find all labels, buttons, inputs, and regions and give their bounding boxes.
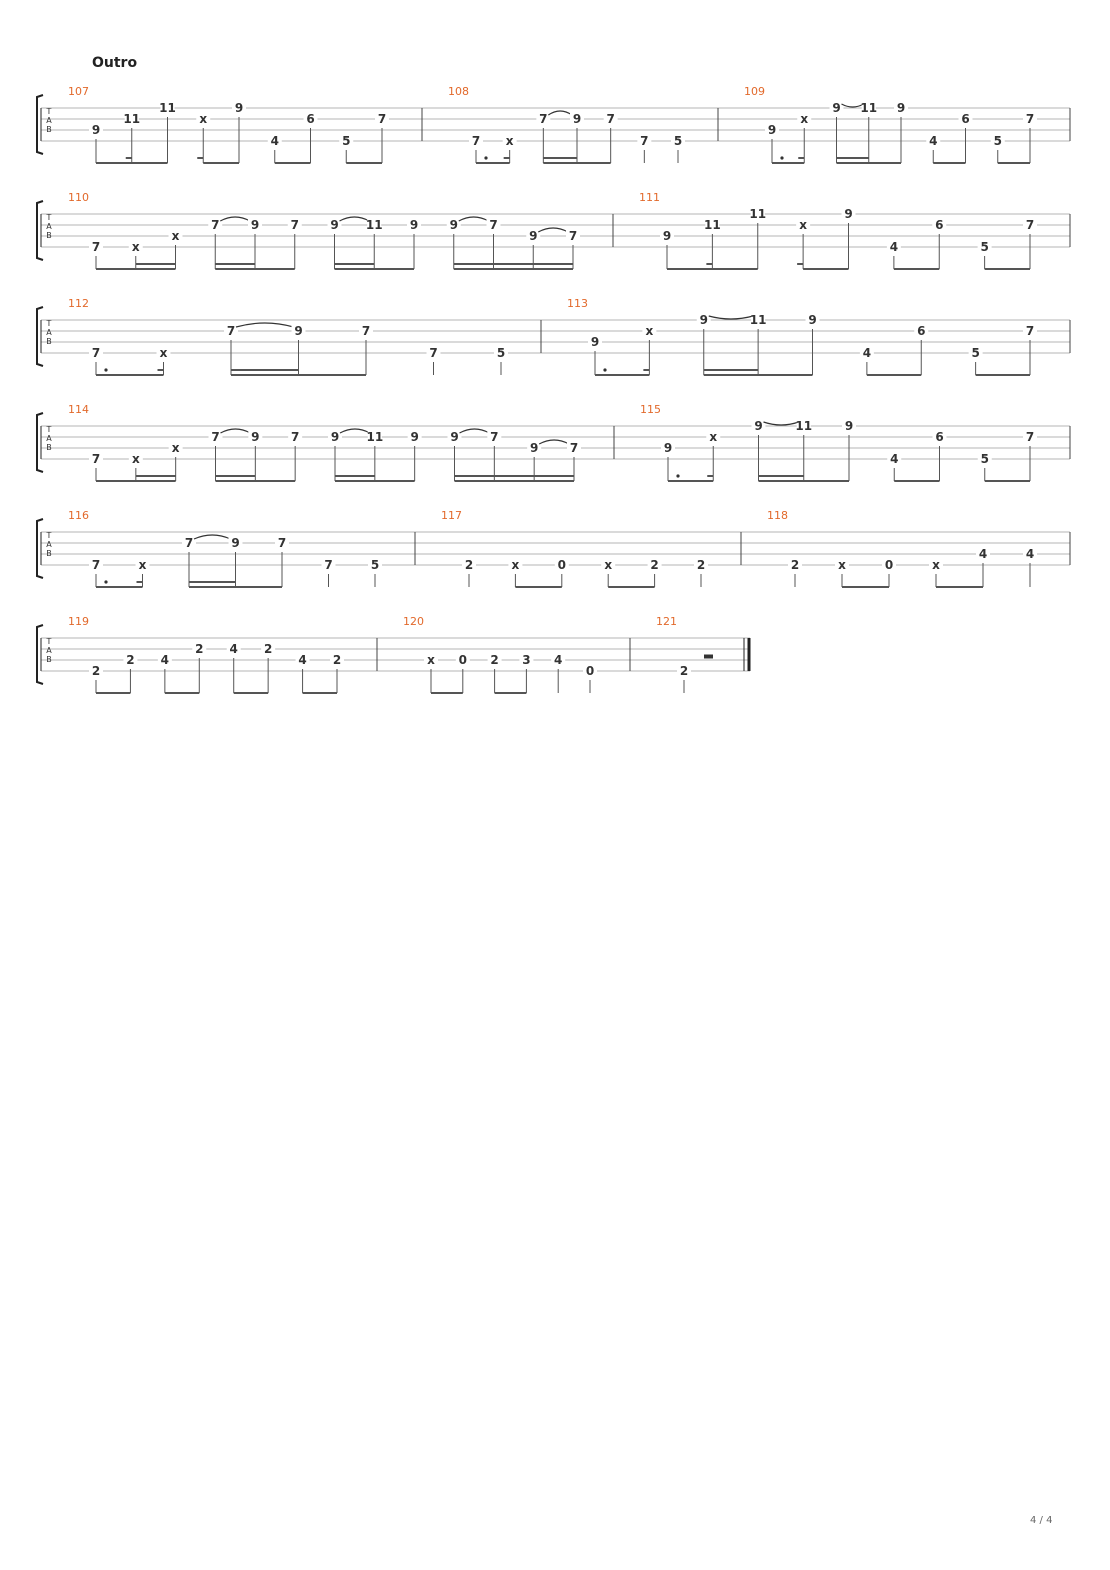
fret-number: 7	[1025, 430, 1035, 444]
fret-number: x	[427, 653, 435, 667]
tab-clef-letter: T	[46, 425, 52, 434]
fret-number: x	[645, 324, 654, 338]
fret-number: 7	[324, 558, 333, 572]
fret-number: 9	[234, 101, 244, 115]
fret-number: 5	[971, 346, 980, 360]
fret-number: 9	[844, 207, 853, 221]
tie-arc	[220, 217, 250, 221]
fret-number: 7	[91, 452, 101, 466]
fret-number: 6	[935, 218, 944, 232]
fret-number: 5	[980, 452, 989, 466]
fret-number: 2	[696, 558, 706, 572]
fret-number: 7	[211, 430, 220, 444]
section-title: Outro	[92, 55, 138, 71]
fret-number: 9	[231, 536, 240, 550]
fret-number: 7	[606, 112, 615, 126]
fret-number: 7	[290, 218, 299, 232]
fret-number: 7	[568, 229, 578, 243]
fret-number: 2	[332, 653, 342, 667]
fret-number: 5	[342, 134, 351, 148]
fret-number: 2	[263, 642, 273, 656]
fret-number: 7	[640, 134, 649, 148]
system-bracket	[37, 519, 43, 578]
tab-clef-letter: T	[46, 319, 52, 328]
system-bracket	[37, 307, 43, 366]
fret-number: x	[604, 558, 613, 572]
fret-number: 9	[767, 123, 777, 137]
measure-number: 110	[68, 191, 89, 204]
measure-number: 115	[640, 403, 661, 416]
tie-arc	[236, 323, 294, 327]
tab-clef-letter: B	[46, 231, 52, 240]
rhythm-dot	[104, 368, 107, 371]
fret-number: 7	[361, 324, 371, 338]
tie-arc	[539, 440, 569, 444]
fret-number: 4	[890, 452, 899, 466]
fret-number: 11	[365, 218, 383, 232]
page-number: 4 / 4	[1030, 1515, 1053, 1526]
fret-number: x	[131, 240, 140, 254]
fret-number: 9	[450, 430, 459, 444]
fret-number: 4	[862, 346, 872, 360]
fret-number: 4	[1025, 547, 1035, 561]
fret-number: 4	[229, 642, 238, 656]
fret-number: 3	[522, 653, 531, 667]
measure-number: 113	[567, 297, 588, 310]
fret-number: 4	[554, 653, 563, 667]
fret-number: 9	[662, 229, 672, 243]
fret-number: 7	[211, 218, 220, 232]
fret-number: 2	[91, 664, 101, 678]
fret-number: 9	[330, 430, 340, 444]
tie-arc	[548, 111, 572, 115]
tab-clef-letter: B	[46, 443, 52, 452]
fret-number: x	[932, 558, 940, 572]
tab-clef-letter: T	[46, 531, 52, 540]
fret-number: 4	[270, 134, 279, 148]
tie-arc	[709, 316, 753, 319]
fret-number: 4	[929, 134, 938, 148]
system-bracket	[37, 201, 43, 260]
fret-number: 9	[251, 430, 260, 444]
tab-clef-letter: B	[46, 125, 52, 134]
fret-number: 6	[306, 112, 315, 126]
fret-number: 7	[184, 536, 194, 550]
tab-clef-letter: A	[46, 222, 52, 231]
tab-clef-letter: B	[46, 337, 52, 346]
fret-number: 2	[464, 558, 474, 572]
half-rest	[704, 655, 713, 659]
measure-number: 120	[403, 615, 424, 628]
fret-number: 9	[808, 313, 817, 327]
tie-arc	[459, 217, 489, 221]
fret-number: 11	[159, 101, 176, 115]
fret-number: 11	[749, 313, 767, 327]
fret-number: x	[138, 558, 147, 572]
tab-clef-letter: A	[46, 540, 52, 549]
fret-number: x	[800, 112, 809, 126]
fret-number: 5	[980, 240, 989, 254]
fret-number: 4	[160, 653, 170, 667]
tab-clef-letter: B	[46, 655, 52, 664]
rhythm-dot	[104, 580, 107, 583]
fret-number: 6	[935, 430, 944, 444]
system-bracket	[37, 413, 43, 472]
fret-number: x	[505, 134, 514, 148]
fret-number: 0	[884, 558, 894, 572]
fret-number: 7	[290, 430, 300, 444]
fret-number: 5	[673, 134, 683, 148]
fret-number: 0	[458, 653, 467, 667]
tie-arc	[340, 217, 370, 221]
rhythm-dot	[676, 474, 679, 477]
fret-number: 9	[699, 313, 708, 327]
fret-number: 5	[993, 134, 1002, 148]
fret-number: 7	[277, 536, 287, 550]
fret-number: x	[171, 441, 180, 455]
fret-number: 9	[844, 419, 854, 433]
fret-number: 9	[572, 112, 582, 126]
fret-number: 7	[91, 558, 101, 572]
fret-number: 7	[91, 240, 101, 254]
fret-number: x	[171, 229, 180, 243]
fret-number: 11	[704, 218, 721, 232]
fret-number: 2	[490, 653, 499, 667]
measure-number: 118	[767, 509, 788, 522]
tab-clef-letter: T	[46, 637, 52, 646]
tab-clef-letter: A	[46, 646, 52, 655]
tie-arc	[460, 429, 490, 433]
measure-number: 108	[448, 85, 469, 98]
fret-number: 9	[529, 229, 538, 243]
fret-number: 9	[91, 123, 101, 137]
tab-clef-letter: T	[46, 107, 52, 116]
fret-number: 4	[298, 653, 307, 667]
fret-number: 7	[226, 324, 236, 338]
fret-number: 11	[749, 207, 767, 221]
measure-number: 111	[639, 191, 660, 204]
tab-clef-letter: T	[46, 213, 52, 222]
fret-number: x	[799, 218, 807, 232]
fret-number: x	[159, 346, 168, 360]
fret-number: 0	[585, 664, 595, 678]
measure-number: 109	[744, 85, 765, 98]
system-bracket	[37, 625, 43, 684]
fret-number: 7	[539, 112, 548, 126]
fret-number: 2	[126, 653, 135, 667]
measure-number: 107	[68, 85, 89, 98]
fret-number: 7	[429, 346, 438, 360]
measure-number: 119	[68, 615, 89, 628]
fret-number: 7	[490, 430, 499, 444]
fret-number: x	[838, 558, 846, 572]
fret-number: 6	[961, 112, 970, 126]
fret-number: 2	[650, 558, 659, 572]
tab-clef-letter: A	[46, 116, 52, 125]
fret-number: 0	[557, 558, 566, 572]
fret-number: 7	[489, 218, 498, 232]
fret-number: 6	[917, 324, 926, 338]
fret-number: 9	[529, 441, 539, 455]
fret-number: 7	[1025, 324, 1035, 338]
fret-number: 11	[795, 419, 813, 433]
system-bracket	[37, 95, 43, 154]
fret-number: x	[199, 112, 208, 126]
fret-number: 7	[1025, 112, 1035, 126]
fret-number: x	[131, 452, 140, 466]
fret-number: 7	[471, 134, 481, 148]
fret-number: 9	[896, 101, 906, 115]
tab-clef-letter: A	[46, 434, 52, 443]
fret-number: 4	[889, 240, 899, 254]
tie-arc	[221, 429, 251, 433]
tie-arc	[764, 422, 799, 425]
fret-number: 7	[1025, 218, 1035, 232]
fret-number: 9	[449, 218, 458, 232]
fret-number: 9	[250, 218, 260, 232]
fret-number: 11	[366, 430, 384, 444]
measure-number: 114	[68, 403, 89, 416]
fret-number: 9	[294, 324, 303, 338]
fret-number: 7	[91, 346, 101, 360]
tab-clef-letter: B	[46, 549, 52, 558]
fret-number: 9	[590, 335, 600, 349]
fret-number: 11	[123, 112, 141, 126]
rhythm-dot	[603, 368, 606, 371]
fret-number: 7	[377, 112, 387, 126]
fret-number: 4	[978, 547, 988, 561]
fret-number: x	[709, 430, 718, 444]
rhythm-dot	[780, 156, 783, 159]
fret-number: 9	[663, 441, 673, 455]
measure-number: 121	[656, 615, 677, 628]
rhythm-dot	[484, 156, 487, 159]
fret-number: 5	[496, 346, 506, 360]
fret-number: 2	[195, 642, 204, 656]
fret-number: 9	[330, 218, 339, 232]
fret-number: 9	[410, 430, 419, 444]
fret-number: 2	[679, 664, 689, 678]
tie-arc	[194, 535, 231, 539]
fret-number: 9	[832, 101, 841, 115]
fret-number: 7	[569, 441, 579, 455]
fret-number: 2	[790, 558, 800, 572]
tab-clef-letter: A	[46, 328, 52, 337]
tie-arc	[340, 429, 370, 433]
measure-number: 112	[68, 297, 89, 310]
fret-number: 5	[370, 558, 380, 572]
fret-number: 11	[860, 101, 878, 115]
fret-number: 9	[409, 218, 419, 232]
fret-number: x	[511, 558, 520, 572]
tie-arc	[538, 228, 568, 232]
measure-number: 116	[68, 509, 89, 522]
measure-number: 117	[441, 509, 462, 522]
fret-number: 9	[754, 419, 763, 433]
